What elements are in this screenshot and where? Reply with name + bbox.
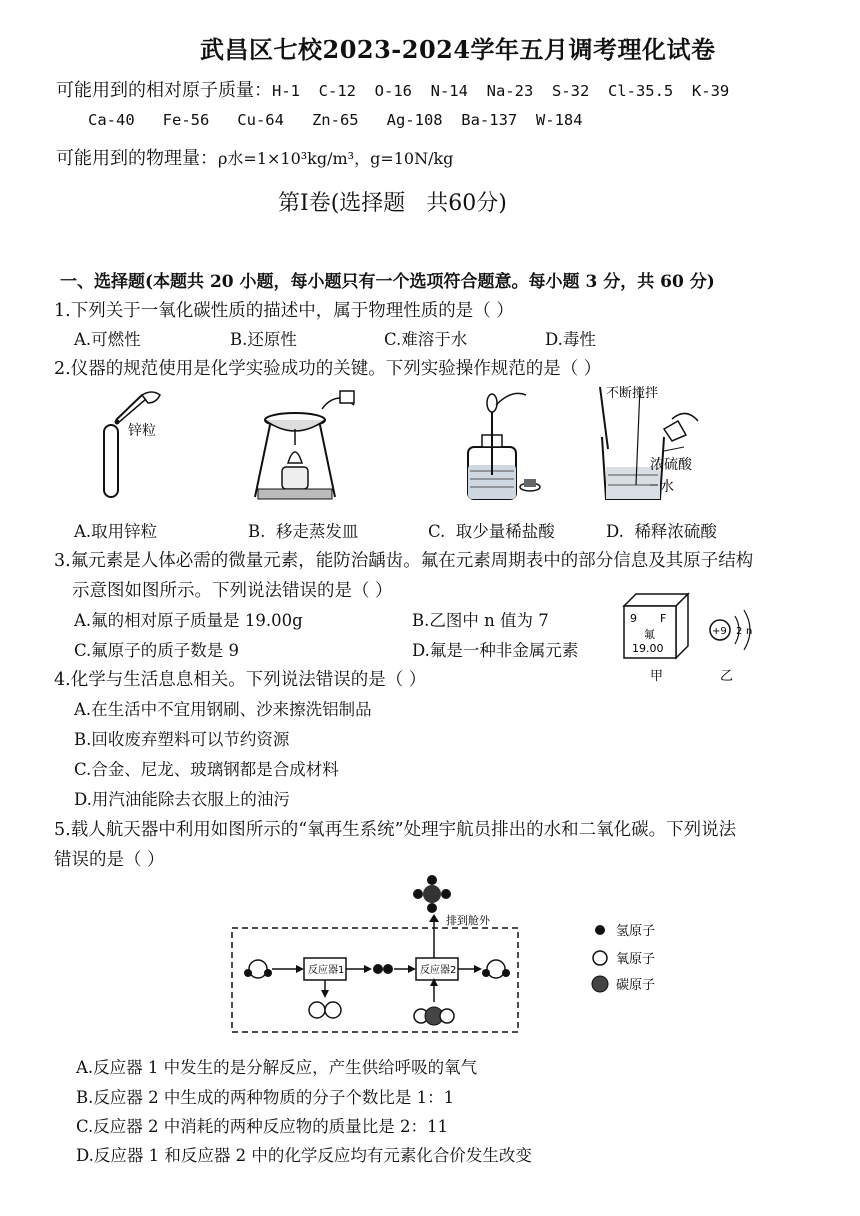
q4-option-d[interactable]: D.用汽油能除去衣服上的油污 [74,790,290,809]
water-label: 水 [660,479,674,495]
atomic-mass-line-1 [56,76,729,102]
atomic-mass-values: H-1 C-12 O-16 N-14 Na-23 S-32 Cl-35.5 K-39 [272,82,730,100]
q4-option-c[interactable]: C.合金、尼龙、玻璃钢都是合成材料 [74,760,339,779]
q1-option-c[interactable]: C.难溶于水 [384,330,468,349]
q2-apparatus-figure [60,385,780,515]
q4-option-a[interactable]: A.在生活中不宜用钢刷、沙来擦洗铝制品 [74,700,372,719]
q3-fluorine-figure [620,590,780,690]
q1-option-b[interactable]: B.还原性 [230,330,297,349]
atom-structure [710,610,752,650]
page-title: 武昌区七校2023-2024学年五月调考理化试卷 [200,35,716,64]
atom-shell-2: n [746,626,753,637]
q1-option-d[interactable]: D.毒性 [545,330,596,349]
reactor-2-label: 反应器2 [420,965,457,976]
system-boundary [232,928,518,1032]
figure-caption-yi: 乙 [720,669,734,684]
q3-option-d[interactable]: D.氟是一种非金属元素 [412,641,579,660]
q4-option-b[interactable]: B.回收废弃塑料可以节约资源 [74,730,290,749]
physics-label: 可能用到的物理量： [56,148,218,169]
physics-value: ρ水=1×10³kg/m³，g=10N/kg [218,149,454,168]
atom-nucleus: +9 [712,626,727,637]
q5-stem-line-2: 错误的是（ ） [54,850,165,870]
q3-option-c[interactable]: C.氟原子的质子数是 9 [74,641,240,660]
water-molecule-out [482,960,510,978]
acid-label: 浓硫酸 [650,457,692,473]
water-molecule-in [244,960,272,978]
figure-caption-jia: 甲 [650,669,664,684]
element-symbol: F [660,612,667,625]
q2-option-c[interactable]: C. 取少量稀盐酸 [428,522,555,541]
q5-option-a[interactable]: A.反应器 1 中发生的是分解反应，产生供给呼吸的氧气 [76,1058,478,1077]
q2-stem: 2.仪器的规范使用是化学实验成功的关键。下列实验操作规范的是（ ） [54,359,602,379]
q2-option-d[interactable]: D. 稀释浓硫酸 [606,522,717,541]
q3-stem-line-1: 3.氟元素是人体必需的微量元素，能防治龋齿。氟在元素周期表中的部分信息及其原子结构 [54,551,754,571]
atomic-mass-label: 可能用到的相对原子质量： [56,80,272,101]
q5-option-c[interactable]: C.反应器 2 中消耗的两种反应物的质量比是 2：11 [76,1117,449,1136]
q3-stem-line-2: 示意图如图所示。下列说法错误的是（ ） [72,581,393,601]
diagram-legend [592,924,655,993]
q5-stem-line-1: 5.载人航天器中利用如图所示的“氧再生系统”处理宇航员排出的水和二氧化碳。下列说法 [54,820,737,840]
q1-option-a[interactable]: A.可燃性 [74,330,141,349]
reagent-bottle-figure [468,393,540,499]
element-mass: 19.00 [632,642,664,655]
section-title: 第Ⅰ卷(选择题 共60分) [278,191,507,216]
reactor-1-label: 反应器1 [308,965,345,976]
q5-option-b[interactable]: B.反应器 2 中生成的两种物质的分子个数比是 1：1 [76,1088,455,1107]
physics-constants [56,144,453,170]
q1-stem: 1.下列关于一氧化碳性质的描述中，属于物理性质的是（ ） [54,301,514,321]
element-number: 9 [630,612,637,625]
atomic-mass-line-2: Ca-40 Fe-56 Cu-64 Zn-65 Ag-108 Ba-137 W-184 [88,111,583,129]
q3-option-b[interactable]: B.乙图中 n 值为 7 [412,611,549,630]
legend-carbon: 碳原子 [616,978,656,993]
q5-option-d[interactable]: D.反应器 1 和反应器 2 中的化学反应均有元素化合价发生改变 [76,1146,532,1165]
stir-label: 不断搅拌 [606,386,659,401]
element-cell [624,594,688,658]
zinc-label: 锌粒 [128,423,156,439]
oxygen-molecule-out [309,1002,341,1018]
q3-option-a[interactable]: A.氟的相对原子质量是 19.00g [74,611,303,630]
legend-hydrogen: 氢原子 [616,924,656,939]
hydrogen-molecule [373,964,393,974]
dilution-beaker-figure [600,385,698,499]
test-tube-figure [104,392,160,497]
q4-stem: 4.化学与生活息息相关。下列说法错误的是（ ） [54,670,427,690]
co2-molecule-in [414,1007,454,1025]
legend-oxygen: 氧原子 [616,952,656,967]
part-header: 一、选择题(本题共 20 小题，每小题只有一个选项符合题意。每小题 3 分，共 60 分) [60,272,715,292]
atom-shell-1: 2 [736,626,743,637]
element-name: 氟 [644,628,655,641]
q2-option-a[interactable]: A.取用锌粒 [74,522,158,541]
exhaust-label: 排到舱外 [446,914,490,927]
exhaust-molecule [413,875,451,913]
q2-option-b[interactable]: B. 移走蒸发皿 [248,522,359,541]
q5-oxygen-system-diagram [220,872,690,1042]
evaporation-setup-figure [255,391,354,499]
